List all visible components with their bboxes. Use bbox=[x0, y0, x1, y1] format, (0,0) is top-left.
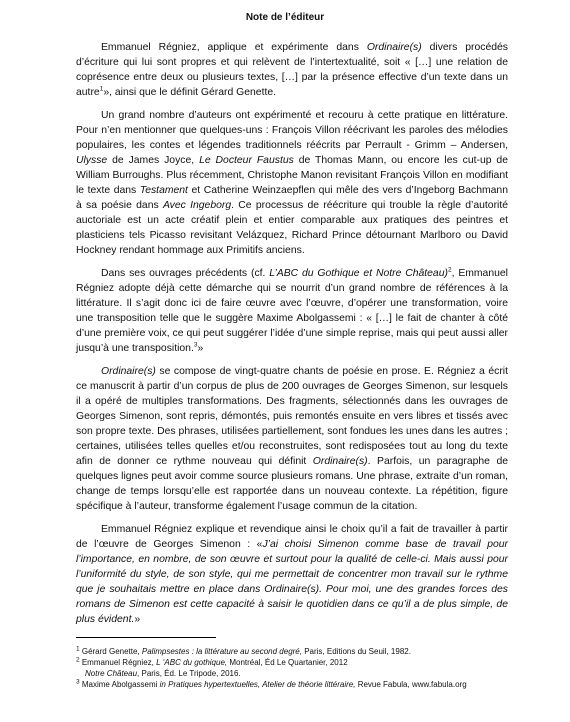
page-title: Note de l’éditeur bbox=[245, 12, 325, 23]
footnote-ref: 2 bbox=[76, 656, 80, 664]
footnote-ref: 1 bbox=[99, 85, 104, 93]
document-body bbox=[76, 40, 508, 635]
paragraph bbox=[76, 522, 508, 627]
text-run: » bbox=[134, 614, 141, 625]
text-run: Un grand nombre d’auteurs ont expérimenté et recouru à cette pratique en littérature. Pour n’en mentionner que quelques-uns : François Villon réécrivant les paroles des mélodies populaires, les contes et légendes traditionnels réécrits par Perrault - Grimm – Andersen, bbox=[76, 110, 508, 151]
italic-text: Avec Ingeborg bbox=[162, 200, 232, 211]
text-run: Dans ses ouvrages précédents (cf. bbox=[101, 268, 270, 279]
text-run: Emmanuel Régniez, bbox=[79, 658, 157, 667]
paragraph bbox=[76, 40, 508, 100]
paragraph bbox=[76, 364, 508, 514]
italic-text: Ordinaire(s) bbox=[101, 366, 156, 377]
text-run: divers procédés d’écriture qui lui sont propres et qui relèvent de l’intertextualité, soit « […] une relation de coprésence entre deux ou plusieurs textes, […] par la présence effective d’un texte dans un autre bbox=[76, 42, 508, 98]
italic-text: Ordinaire(s) bbox=[366, 42, 422, 53]
text-run: », ainsi que le définit Gérard Genette. bbox=[103, 87, 277, 98]
text-run: Emmanuel Régniez, applique et expérimente dans bbox=[101, 42, 367, 53]
text-run: de Thomas Mann, ou encore les cut-up de William Burroughs. Plus récemment, Christophe Manon revisitant François Villon en modifiant le texte dans bbox=[76, 155, 508, 196]
footnote bbox=[76, 646, 536, 657]
footnote-ref: 2 bbox=[447, 266, 452, 274]
italic-text: Ulysse bbox=[76, 155, 108, 166]
italic-text: L ‘ABC du gothique, bbox=[156, 658, 228, 667]
paragraph bbox=[76, 266, 508, 356]
footnotes bbox=[76, 646, 536, 690]
footnote-separator bbox=[76, 637, 216, 638]
text-run: de James Joyce, bbox=[107, 155, 200, 166]
text-run: » bbox=[197, 343, 204, 354]
text-run: et Catherine Weinzaepflen qui mêle des vers d’Ingeborg Bachmann à sa poésie dans bbox=[76, 185, 508, 211]
footnote-continuation bbox=[76, 668, 536, 679]
text-run: . Parfois, un paragraphe de quelques lignes peut avoir comme source plusieurs romans. Une phrase, extraite d’un roman, change de temps lorsqu’elle est rapportée dans un nouveau contexte. La répétition, figure spécifique à l’auteur, transforme également l’usage commun de la citation. bbox=[76, 456, 508, 512]
text-run: , Emmanuel Régniez adopte déjà cette démarche qui se nourrit d’un grand nombre de références à la littérature. Il s’agit donc ici de faire œuvre avec l’œuvre, d’opérer une transformation, voire une transposition telle que le suggère Maxime Abolgassemi : « […] le fait de chanter à côté d’une première voix, ce qui peut suggérer l’idée d’une simple reprise, mais qui peut aussi aller jusqu’à une transposition. bbox=[76, 268, 508, 354]
footnote-ref: 3 bbox=[76, 678, 80, 686]
text-run: , Paris, Éd. Le Tripode, 2016. bbox=[137, 669, 241, 678]
italic-text: in Pratiques hypertextuelles, Atelier de théorie littéraire, bbox=[159, 680, 356, 689]
italic-text: Palimpsestes : la littérature au second degré, bbox=[141, 647, 302, 656]
text-run: Emmanuel Régniez explique et revendique ainsi le choix qu’il a fait de travailler à partir de l’œuvre de Georges Simenon : « bbox=[76, 524, 508, 550]
text-run: . Ce processus de réécriture qui trouble la règle d’autorité auctoriale est un acte créatif plein et entier comparable aux pratiques des peintres et plasticiens tels Picasso revisitant Velázquez, Richard Prince détournant Marlboro ou David Hockney rendant hommage aux Primitifs anciens. bbox=[76, 200, 509, 256]
footnote bbox=[76, 657, 536, 668]
footnote-ref: 1 bbox=[76, 645, 80, 653]
footnote bbox=[76, 679, 536, 690]
italic-text: Le Docteur Faustus bbox=[199, 155, 294, 166]
footnote-ref: 3 bbox=[193, 341, 198, 349]
text-run: Maxime Abolgassemi bbox=[79, 680, 160, 689]
text-run: Gérard Genette, bbox=[79, 647, 142, 656]
text-run: Montréal, Éd Le Quartanier, 2012 bbox=[227, 658, 348, 667]
italic-text: Ordinaire(s) bbox=[312, 456, 368, 467]
text-run: Paris, Editions du Seuil, 1982. bbox=[301, 647, 411, 656]
paragraph bbox=[76, 108, 508, 258]
italic-text: L’ABC du Gothique et Notre Château) bbox=[269, 268, 448, 279]
text-run: se compose de vingt-quatre chants de poésie en prose. E. Régniez a écrit ce manuscrit à partir d’un corpus de plus de 200 ouvrages de Georges Simenon, sur lesquels il a opéré de multiples transformations. Des fragments, sélectionnés dans les ouvrages de Georges Simenon, sont repris, démontés, puis remontés ensuite en vers libres et tissés avec son propre texte. Des phrases, utilisées partiellement, sont fondues les unes dans les autres ; certaines, utilisées telles quelles et/ou reconstruites, sont redisposées tout au long du texte afin de donner ce rythme nouveau qui définit bbox=[76, 366, 508, 467]
italic-text: J’ai choisi Simenon comme base de travail pour l’importance, en nombre, de son œuvre et surtout pour la qualité de celle-ci. Mais aussi pour l’uniformité du style, de son style, qui me permettait de concentrer mon travail sur le rythme que je souhaitais mettre en place dans Ordinaire(s). Pour moi, une des grandes forces des romans de Simenon est cette capacité à saisir le quotidien dans ce qu’il a de plus simple, de plus évident. bbox=[76, 539, 508, 625]
italic-text: Testament bbox=[139, 185, 188, 196]
text-run: Revue Fabula, www.fabula.org bbox=[355, 680, 467, 689]
italic-text: Notre Château bbox=[85, 669, 138, 678]
